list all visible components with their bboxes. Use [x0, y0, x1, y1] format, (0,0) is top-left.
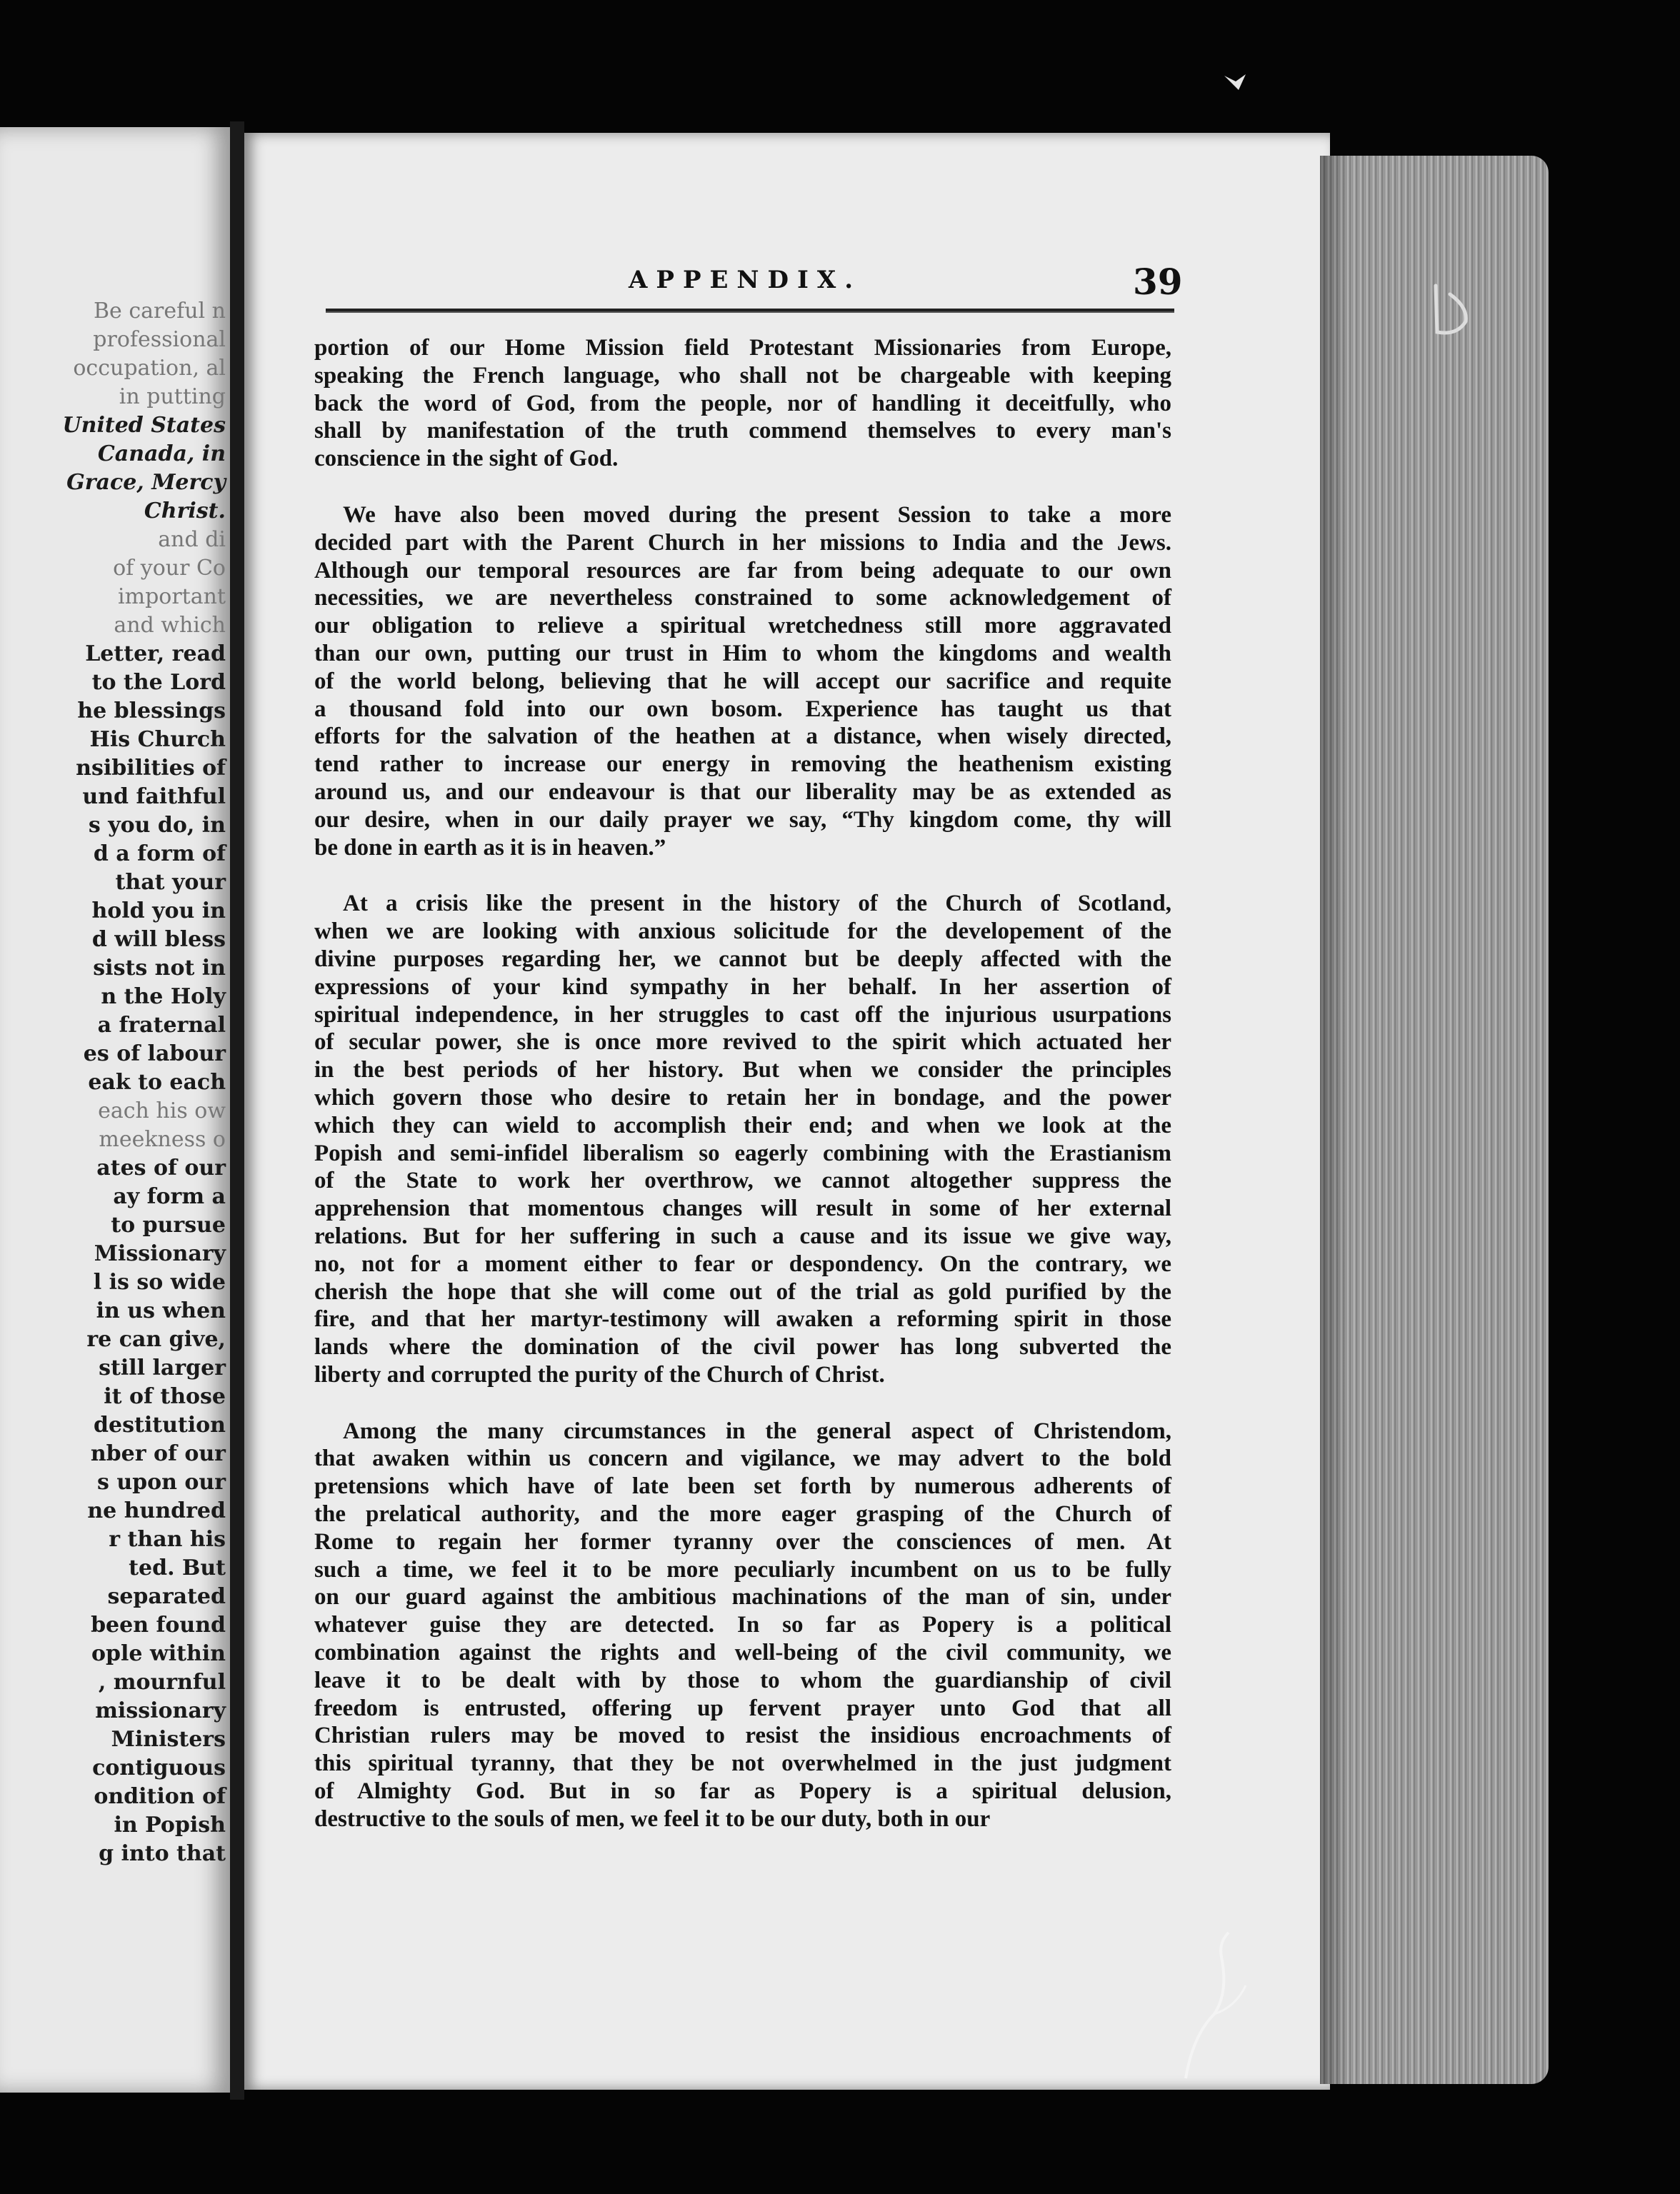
page-number: 39: [1133, 261, 1183, 303]
left-page-line: Ministers: [111, 1727, 226, 1752]
left-page-line: and di: [158, 527, 226, 552]
text-line: whatever guise they are detected. In so far as Popery is a political: [314, 1612, 1171, 1638]
page-edge-shadow: [1320, 156, 1349, 2084]
text-line: a thousand fold into our own bosom. Experience has taught us that: [314, 696, 1171, 722]
left-page-line: ted. But: [129, 1556, 226, 1581]
left-page-line: ople within: [91, 1641, 226, 1666]
text-line: around us, and our endeavour is that our liberality may be as extended as: [314, 778, 1171, 805]
text-line: necessities, we are nevertheless constrained to some acknowledgement of: [314, 585, 1171, 611]
left-page-line: ondition of: [94, 1784, 226, 1809]
text-line: divine purposes regarding her, we cannot but be deeply affected with the: [314, 946, 1171, 972]
text-line: than our own, putting our trust in Him to whom the kingdoms and wealth: [314, 640, 1171, 666]
left-page-line: und faithful: [82, 784, 226, 809]
left-page-line: to pursue: [111, 1213, 226, 1238]
left-page-line: Christ.: [144, 499, 226, 524]
left-page-line: each his ow: [98, 1098, 226, 1123]
text-line: Christian rulers may be moved to resist the insidious encroachments of: [314, 1723, 1171, 1749]
dust-speck-icon: [1221, 69, 1250, 97]
left-page-line: in putting: [119, 384, 226, 409]
text-line: spiritual independence, in her struggles to cast off the injurious usurpations: [314, 1001, 1171, 1028]
left-page-line: n the Holy: [101, 984, 226, 1009]
pencil-mark-icon: [1429, 279, 1471, 343]
text-line: conscience in the sight of God.: [314, 446, 619, 472]
text-line: that awaken within us concern and vigilance, we may advert to the bold: [314, 1446, 1171, 1472]
text-line: portion of our Home Mission field Protestant Missionaries from Europe,: [314, 335, 1171, 361]
text-line: shall by manifestation of the truth commend themselves to every man's: [314, 418, 1171, 444]
left-page-line: Canada, in: [97, 441, 226, 466]
left-page-line: meekness o: [99, 1127, 226, 1152]
text-line: tend rather to increase our energy in removing the heathenism existing: [314, 751, 1171, 778]
left-page-line: professional: [93, 327, 226, 352]
left-page-line: separated: [107, 1584, 226, 1609]
left-page-line: s upon our: [96, 1470, 226, 1495]
left-page-line: sists not in: [93, 956, 226, 981]
left-page-line: been found: [91, 1613, 226, 1638]
text-line: At a crisis like the present in the history of the Church of Scotland,: [343, 891, 1171, 917]
left-page-line: that your: [115, 870, 226, 895]
left-page-line: ne hundred: [87, 1498, 226, 1523]
paragraph-2: [314, 501, 1171, 861]
left-page-line: it of those: [104, 1384, 226, 1409]
text-line: of Almighty God. But in so far as Popery is a spiritual delusion,: [314, 1778, 1171, 1805]
left-page-line: re can give,: [86, 1327, 226, 1352]
paragraph-1: [314, 334, 1171, 473]
left-page-line: a fraternal: [97, 1013, 226, 1038]
left-page-line: still larger: [99, 1356, 226, 1381]
left-page-line: destitution: [94, 1413, 226, 1438]
text-line: Popish and semi-infidel liberalism so eagerly combining with the Erastianism: [314, 1140, 1171, 1166]
left-page-line: missionary: [95, 1698, 226, 1723]
left-page-line: ay form a: [113, 1184, 226, 1209]
left-page-line: nber of our: [90, 1441, 226, 1466]
text-line: no, not for a moment either to fear or despondency. On the contrary, we: [314, 1251, 1171, 1277]
text-line: of the world belong, believing that he will accept our sacrifice and requite: [314, 668, 1171, 694]
left-page-line: nsibilities of: [76, 756, 226, 781]
text-line: when we are looking with anxious solicitude for the developement of the: [314, 918, 1171, 945]
left-page-line: s you do, in: [88, 813, 226, 838]
left-page-line: Missionary: [94, 1241, 226, 1266]
text-line: our desire, when in our daily prayer we say, “Thy kingdom come, thy will: [314, 806, 1171, 833]
left-page-line: es of labour: [83, 1041, 226, 1066]
left-page-line: United States: [62, 413, 226, 438]
text-line: which govern those who desire to retain her in bondage, and the power: [314, 1084, 1171, 1111]
text-line: expressions of your kind sympathy in her behalf. In her assertion of: [314, 973, 1171, 1000]
page-edges: [1320, 156, 1549, 2084]
running-title: APPENDIX.: [629, 266, 862, 294]
body-text: [314, 334, 1171, 1862]
text-line: efforts for the salvation of the heathen at a distance, when wisely directed,: [314, 723, 1171, 750]
text-line: cherish the hope that she will come out of the trial as gold purified by the: [314, 1278, 1171, 1305]
left-page-line: in us when: [96, 1298, 226, 1323]
left-page-line: in Popish: [114, 1813, 226, 1838]
left-page-line: , mournful: [98, 1670, 226, 1695]
text-line: this spiritual tyranny, that they be not overwhelmed in the just judgment: [314, 1750, 1171, 1777]
left-page-line: r than his: [109, 1527, 226, 1552]
left-page-line: occupation, al: [73, 356, 226, 381]
left-page-line: Be careful n: [94, 299, 226, 324]
book-gutter: [230, 121, 244, 2100]
left-page-line: to the Lord: [91, 670, 226, 695]
text-line: fire, and that her martyr-testimony will awaken a reforming spirit in those: [314, 1306, 1171, 1333]
text-line: of secular power, she is once more revived to the spirit which actuated her: [314, 1029, 1171, 1056]
paragraph-3: [314, 890, 1171, 1388]
left-page-line: ates of our: [96, 1156, 226, 1181]
text-line: lands where the domination of the civil power has long subverted the: [314, 1334, 1171, 1361]
text-line: apprehension that momentous changes will result in some of her external: [314, 1196, 1171, 1222]
text-line: Among the many circumstances in the general aspect of Christendom,: [343, 1418, 1171, 1444]
left-page-line: hold you in: [91, 898, 226, 923]
text-line: be done in earth as it is in heaven.”: [314, 834, 666, 861]
left-page-line: d a form of: [93, 841, 226, 866]
text-line: pretensions which have of late been set forth by numerous adherents of: [314, 1473, 1171, 1500]
text-line: our obligation to relieve a spiritual wretchedness still more aggravated: [314, 613, 1171, 639]
left-page-line: g into that: [99, 1841, 226, 1866]
text-line: Rome to regain her former tyranny over the consciences of men. At: [314, 1528, 1171, 1555]
text-line: freedom is entrusted, offering up fervent prayer unto God that all: [314, 1695, 1171, 1721]
left-page-line: eak to each: [88, 1070, 226, 1095]
text-line: combination against the rights and well-being of the civil community, we: [314, 1640, 1171, 1666]
text-line: Although our temporal resources are far from being adequate to our own: [314, 557, 1171, 583]
dust-fiber-icon: [1171, 1928, 1257, 2085]
text-line: the prelatical authority, and the more eager grasping of the Church of: [314, 1501, 1171, 1528]
text-line: We have also been moved during the present Session to take a more: [343, 501, 1171, 528]
text-line: such a time, we feel it to be more peculiarly incumbent on us to be fully: [314, 1556, 1171, 1583]
text-line: of the State to work her overthrow, we cannot altogether suppress the: [314, 1168, 1171, 1194]
text-line: decided part with the Parent Church in her missions to India and the Jews.: [314, 529, 1171, 556]
text-line: back the word of God, from the people, nor of handling it deceitfully, who: [314, 390, 1171, 416]
left-page-line: Letter, read: [85, 641, 226, 666]
left-page-line: contiguous: [92, 1755, 226, 1780]
left-page-line: of your Co: [113, 556, 226, 581]
text-line: which they can wield to accomplish their end; and when we look at the: [314, 1112, 1171, 1138]
header-rule: [326, 309, 1174, 313]
text-line: speaking the French language, who shall not be chargeable with keeping: [314, 362, 1171, 389]
left-page-line: he blessings: [77, 698, 226, 723]
text-line: in the best periods of her history. But when we consider the principles: [314, 1057, 1171, 1083]
text-line: destructive to the souls of men, we feel it to be our duty, both in our: [314, 1805, 991, 1832]
text-line: leave it to be dealt with by those to whom the guardianship of civil: [314, 1667, 1171, 1693]
left-page-line: and which: [114, 613, 226, 638]
text-line: on our guard against the ambitious machinations of the man of sin, under: [314, 1584, 1171, 1611]
text-line: liberty and corrupted the purity of the Church of Christ.: [314, 1361, 885, 1388]
left-page-line: His Church: [89, 727, 226, 752]
paragraph-4: [314, 1418, 1171, 1833]
left-page-line: Grace, Mercy: [66, 470, 226, 495]
text-line: relations. But for her suffering in such a cause and its issue we give way,: [314, 1223, 1171, 1249]
left-page-line: l is so wide: [93, 1270, 226, 1295]
left-page-line: important: [118, 584, 226, 609]
left-page: [0, 127, 230, 2093]
left-page-line: d will bless: [91, 927, 226, 952]
